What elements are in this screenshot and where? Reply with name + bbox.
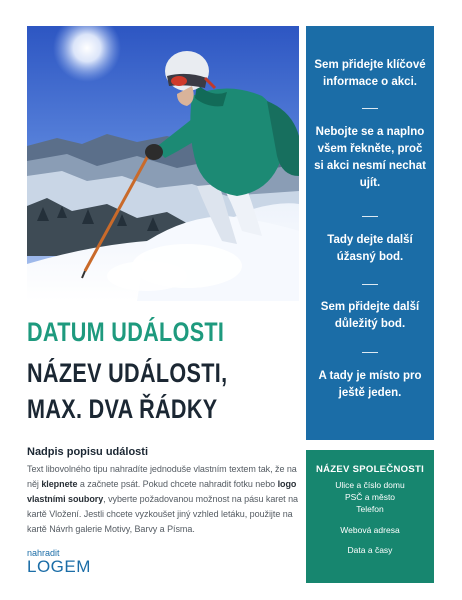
event-dates-times: Data a časy <box>347 545 393 555</box>
description-text <box>27 462 302 537</box>
event-name-line-2: MAX. DVA ŘÁDKY <box>27 394 218 424</box>
description-text-part: a začnete psát. Pokud chcete nahradit fotku nebo <box>77 479 278 489</box>
key-point-4: Sem přidejte další důležitý bod. <box>320 301 420 330</box>
description-bold-logo: logo vlastními soubory <box>27 479 297 504</box>
key-point-3: Tady dejte další úžasný bod. <box>327 234 413 263</box>
logo-placeholder-small: nahradit <box>27 548 60 558</box>
description-bold-click: klepnete <box>41 479 78 489</box>
company-name: NÁZEV SPOLEČNOSTI <box>315 464 425 475</box>
company-address-street: Ulice a číslo domu <box>335 480 405 490</box>
company-info-box <box>306 450 434 583</box>
company-address-city: PSČ a město <box>344 492 396 502</box>
event-photo <box>27 26 299 301</box>
company-phone: Telefon <box>356 504 384 514</box>
key-points-sidebar <box>306 26 434 440</box>
skier-photo-illustration <box>27 26 299 301</box>
description-title: Nadpis popisu události <box>27 446 149 458</box>
event-date: DATUM UDÁLOSTI <box>27 317 225 347</box>
key-point-divider <box>362 216 378 217</box>
key-point-2: Nebojte se a naplno všem řekněte, proč si akci nesmí nechat ujít. <box>314 126 426 189</box>
key-point-divider <box>362 284 378 285</box>
key-point-divider <box>362 352 378 353</box>
logo-placeholder: LOGEM <box>27 557 91 576</box>
description-text-part: Text libovolného tipu nahradíte jednoduše vlastním textem tak, že na něj <box>27 464 297 489</box>
description-text-part: , vyberte požadovanou možnost na pásu karet na kartě Vložení. Jestli chcete vyzkoušet jiný vzhled letáku, použijte na kartě Návrh galerie Motivy, Barvy a Písma. <box>27 494 298 534</box>
key-point-1: Sem přidejte klíčové informace o akci. <box>314 59 426 88</box>
event-name-line-1: NÁZEV UDÁLOSTI, <box>27 358 228 388</box>
company-website: Webová adresa <box>340 525 400 535</box>
key-point-divider <box>362 108 378 109</box>
key-point-5: A tady je místo pro ještě jeden. <box>318 370 422 399</box>
